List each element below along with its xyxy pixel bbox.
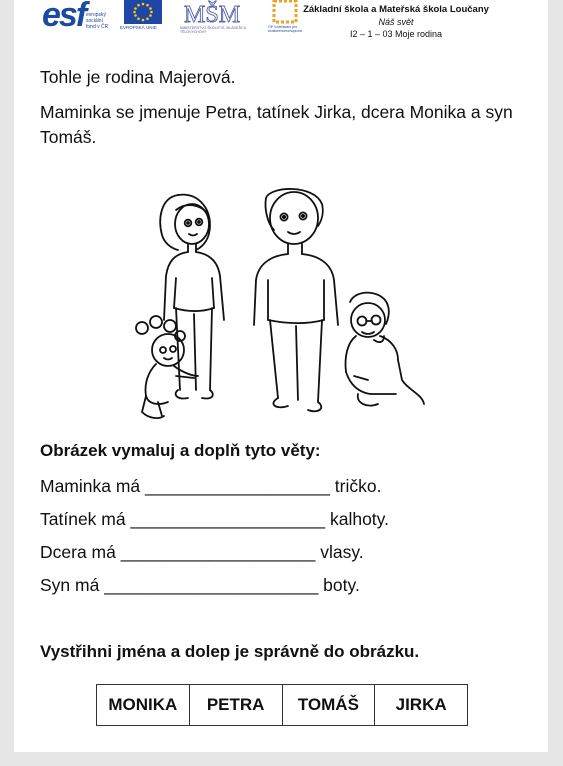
esf-logo: esf evropský sociální fond v ČR [42,0,109,34]
intro-line-2: Maminka se jmenuje Petra, tatínek Jirka, dcera Monika a syn Tomáš. [40,102,513,147]
worksheet-page [14,0,548,752]
fill-sentence-son: Syn má ______________________ boty. [40,575,360,595]
intro-line-1: Tohle je rodina Majerová. [40,67,236,87]
mother-figure [160,195,224,399]
name-card-tomas: TOMÁŠ [283,685,376,725]
header-logos [42,0,312,36]
eu-flag-icon [124,0,162,24]
name-card-petra: PETRA [190,685,283,725]
name-card-monika: MONIKA [97,685,190,725]
fill-sentence-daughter: Dcera má ____________________ vlasy. [40,542,364,562]
subject-name: Náš svět [378,17,414,27]
eu-flag-logo: EVROPSKÁ UNIE [120,0,168,36]
name-card-jirka: JIRKA [395,695,447,714]
daughter-figure [136,316,198,418]
svg-text:MŠMT: MŠM [184,2,240,26]
family-illustration [118,180,428,425]
son-figure [345,293,424,406]
lesson-code: I2 – 1 – 03 Moje rodina [349,29,443,39]
cut-instruction: Vystřihni jména a dolep je správně do obrázku. [40,642,420,661]
father-figure [254,189,338,411]
school-name: Základní škola a Mateřská škola Loučany [303,4,489,15]
task-title: Obrázek vymaluj a doplň tyto věty: [40,441,321,460]
msmt-logo: MŠM MINISTERSTVO ŠKOLSTVÍ, MLÁDEŽE A TĚLOVÝCHOVY [180,0,248,36]
name-cutout-table [96,684,468,726]
op-vk-logo: OP Vzdělávání pro konkurenceschopnost [266,0,322,36]
fill-sentence-father: Tatínek má ____________________ kalhoty. [40,509,389,529]
header-info [296,4,496,40]
fill-sentence-mother: Maminka má ___________________ tričko. [40,476,382,496]
